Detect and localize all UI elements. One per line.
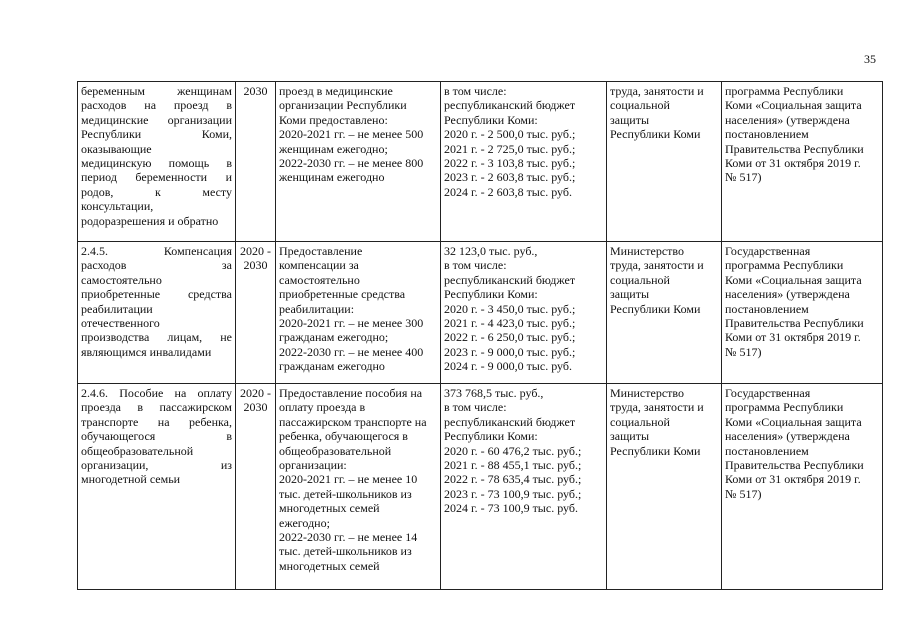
cell-line: Республики Коми bbox=[610, 127, 701, 142]
cell-line: населения» (утверждена bbox=[725, 287, 850, 302]
cell-line: 2.4.6. Пособие на оплату bbox=[81, 386, 232, 400]
cell-line: республиканский бюджет bbox=[444, 98, 576, 113]
cell-line: республиканский бюджет bbox=[444, 414, 576, 429]
cell-line: 2.4.5. Компенсация bbox=[81, 244, 232, 258]
cell-line: постановлением bbox=[725, 443, 809, 458]
cell-line: общеобразовательной bbox=[81, 443, 194, 458]
cell-line: гражданам ежегодно bbox=[279, 359, 385, 374]
cell-line: 2023 г. - 9 000,0 тыс. руб.; bbox=[444, 344, 576, 359]
cell-line: Правительства Республики bbox=[725, 458, 864, 473]
cell-line: приобретенные средства bbox=[279, 287, 406, 302]
cell-line: проезда в пассажирском bbox=[81, 400, 232, 415]
cell-line: родов, к месту bbox=[81, 184, 232, 199]
cell-line: труда, занятости и bbox=[610, 258, 704, 273]
cell-line: медицинские организации bbox=[81, 112, 232, 127]
cell-line: Министерство bbox=[610, 386, 684, 400]
cell-line: отечественного bbox=[81, 316, 160, 331]
table-row bbox=[78, 384, 883, 590]
measures-table bbox=[77, 81, 883, 590]
cell-line: обучающегося в bbox=[81, 429, 232, 444]
cell-line: оказывающие bbox=[81, 141, 152, 156]
cell-line: 2022-2030 гг. – не менее 400 bbox=[279, 344, 424, 359]
cell-line: расходов на проезд в bbox=[81, 98, 232, 113]
cell-line: 2020 г. - 3 450,0 тыс. руб.; bbox=[444, 301, 576, 316]
cell-line: 2020 - bbox=[240, 386, 271, 400]
program-cell bbox=[722, 242, 883, 384]
cell-line: Предоставление bbox=[279, 244, 363, 258]
funding-cell bbox=[441, 384, 607, 590]
cell-line: Правительства Республики bbox=[725, 316, 864, 331]
cell-line: Республики Коми bbox=[610, 301, 701, 316]
cell-line: организации Республики bbox=[279, 98, 407, 113]
cell-line: оплату проезда в bbox=[279, 400, 366, 415]
result-cell bbox=[276, 82, 441, 242]
cell-line: 2024 г. - 9 000,0 тыс. руб. bbox=[444, 359, 572, 374]
cell-line: общеобразовательной bbox=[279, 443, 392, 458]
cell-line: проезд в медицинские bbox=[279, 84, 393, 98]
cell-line: женщинам ежегодно; bbox=[279, 141, 388, 156]
cell-line: консультации, bbox=[81, 199, 154, 214]
cell-line: ежегодно; bbox=[279, 515, 330, 530]
cell-line: 2022 г. - 78 635,4 тыс. руб.; bbox=[444, 472, 582, 487]
cell-line: в том числе: bbox=[444, 400, 507, 415]
executor-cell bbox=[607, 82, 722, 242]
funding-cell bbox=[441, 242, 607, 384]
cell-line: населения» (утверждена bbox=[725, 429, 850, 444]
measure-cell bbox=[78, 384, 236, 590]
program-cell bbox=[722, 384, 883, 590]
cell-line: реабилитации: bbox=[279, 301, 355, 316]
cell-line: республиканский бюджет bbox=[444, 272, 576, 287]
cell-line: программа Республики bbox=[725, 84, 844, 98]
cell-line: расходов за bbox=[81, 258, 232, 273]
cell-line: родоразрешения и обратно bbox=[81, 213, 219, 228]
cell-line: пассажирском транспорте на bbox=[279, 414, 427, 429]
executor-cell bbox=[607, 242, 722, 384]
cell-line: производства лицам, не bbox=[81, 330, 232, 345]
cell-line: 2023 г. - 73 100,9 тыс. руб.; bbox=[444, 486, 582, 501]
cell-line: медицинскую помощь в bbox=[81, 156, 232, 171]
cell-line: многодетной семьи bbox=[81, 472, 181, 487]
cell-line: Коми «Социальная защита bbox=[725, 272, 862, 287]
cell-line: многодетных семей bbox=[279, 558, 380, 573]
cell-line: компенсации за bbox=[279, 258, 359, 273]
cell-line: 2022 г. - 6 250,0 тыс. руб.; bbox=[444, 330, 576, 345]
cell-line: № 517) bbox=[725, 486, 762, 501]
result-cell bbox=[276, 384, 441, 590]
cell-line: постановлением bbox=[725, 127, 809, 142]
cell-line: многодетных семей bbox=[279, 501, 380, 516]
cell-line: самостоятельно bbox=[279, 272, 360, 287]
cell-line: Коми от 31 октября 2019 г. bbox=[725, 472, 861, 487]
cell-line: 2020-2021 гг. – не менее 500 bbox=[279, 127, 424, 142]
years-cell bbox=[236, 242, 276, 384]
cell-line: программа Республики bbox=[725, 400, 844, 415]
cell-line: Правительства Республики bbox=[725, 141, 864, 156]
cell-line: Коми «Социальная защита bbox=[725, 414, 862, 429]
cell-line: Коми от 31 октября 2019 г. bbox=[725, 156, 861, 171]
cell-line: 2020 г. - 2 500,0 тыс. руб.; bbox=[444, 127, 576, 142]
cell-line: 373 768,5 тыс. руб., bbox=[444, 386, 544, 400]
cell-line: 2020-2021 гг. – не менее 10 bbox=[279, 472, 418, 487]
executor-cell bbox=[607, 384, 722, 590]
cell-line: социальной bbox=[610, 272, 670, 287]
cell-line: Республики Коми, bbox=[81, 127, 232, 142]
cell-line: 2030 bbox=[243, 400, 268, 415]
measure-cell bbox=[78, 82, 236, 242]
measure-cell bbox=[78, 242, 236, 384]
cell-line: 2021 г. - 88 455,1 тыс. руб.; bbox=[444, 458, 582, 473]
cell-line: ребенка, обучающегося в bbox=[279, 429, 408, 444]
cell-line: приобретенные средства bbox=[81, 287, 232, 302]
cell-line: Предоставление пособия на bbox=[279, 386, 423, 400]
cell-line: 2020-2021 гг. – не менее 300 bbox=[279, 316, 424, 331]
cell-line: 2023 г. - 2 603,8 тыс. руб.; bbox=[444, 170, 576, 185]
cell-line: Коми «Социальная защита bbox=[725, 98, 862, 113]
cell-line: Республики Коми: bbox=[444, 429, 538, 444]
cell-line: Коми от 31 октября 2019 г. bbox=[725, 330, 861, 345]
cell-line: период беременности и bbox=[81, 170, 232, 185]
cell-line: защиты bbox=[610, 112, 650, 127]
years-cell bbox=[236, 384, 276, 590]
funding-cell bbox=[441, 82, 607, 242]
result-cell bbox=[276, 242, 441, 384]
cell-line: 32 123,0 тыс. руб., bbox=[444, 244, 538, 258]
cell-line: социальной bbox=[610, 414, 670, 429]
cell-line: 2021 г. - 2 725,0 тыс. руб.; bbox=[444, 141, 576, 156]
cell-line: Коми предоставлено: bbox=[279, 112, 388, 127]
cell-line: в том числе: bbox=[444, 258, 507, 273]
cell-line: программа Республики bbox=[725, 258, 844, 273]
cell-line: Республики Коми: bbox=[444, 287, 538, 302]
cell-line: Республики Коми: bbox=[444, 112, 538, 127]
cell-line: № 517) bbox=[725, 344, 762, 359]
cell-line: труда, занятости и bbox=[610, 84, 704, 98]
cell-line: 2022 г. - 3 103,8 тыс. руб.; bbox=[444, 156, 576, 171]
cell-line: социальной bbox=[610, 98, 670, 113]
cell-line: самостоятельно bbox=[81, 272, 162, 287]
cell-line: № 517) bbox=[725, 170, 762, 185]
cell-line: 2020 г. - 60 476,2 тыс. руб.; bbox=[444, 443, 582, 458]
cell-line: защиты bbox=[610, 287, 650, 302]
cell-line: постановлением bbox=[725, 301, 809, 316]
cell-line: являющимся инвалидами bbox=[81, 344, 212, 359]
cell-line: в том числе: bbox=[444, 84, 507, 98]
cell-line: 2021 г. - 4 423,0 тыс. руб.; bbox=[444, 316, 576, 331]
cell-line: Государственная bbox=[725, 386, 811, 400]
cell-line: женщинам ежегодно bbox=[279, 170, 385, 185]
cell-line: 2022-2030 гг. – не менее 14 bbox=[279, 530, 418, 545]
cell-line: организации: bbox=[279, 458, 347, 473]
cell-line: 2024 г. - 73 100,9 тыс. руб. bbox=[444, 501, 578, 516]
cell-line: реабилитации bbox=[81, 301, 153, 316]
cell-line: Государственная bbox=[725, 244, 811, 258]
cell-line: 2020 - bbox=[240, 244, 271, 258]
program-cell bbox=[722, 82, 883, 242]
cell-line: 2030 bbox=[243, 84, 268, 98]
cell-line: организации, из bbox=[81, 458, 232, 473]
cell-line: тыс. детей-школьников из bbox=[279, 544, 412, 559]
cell-line: Министерство bbox=[610, 244, 684, 258]
years-cell bbox=[236, 82, 276, 242]
table-row bbox=[78, 242, 883, 384]
cell-line: тыс. детей-школьников из bbox=[279, 486, 412, 501]
cell-line: транспорте на ребенка, bbox=[81, 414, 232, 429]
page-number: 35 bbox=[864, 52, 876, 66]
cell-line: гражданам ежегодно; bbox=[279, 330, 389, 345]
cell-line: 2022-2030 гг. – не менее 800 bbox=[279, 156, 424, 171]
table-row bbox=[78, 82, 883, 242]
cell-line: Республики Коми bbox=[610, 443, 701, 458]
cell-line: 2030 bbox=[243, 258, 268, 273]
cell-line: населения» (утверждена bbox=[725, 112, 850, 127]
cell-line: беременным женщинам bbox=[81, 84, 232, 98]
cell-line: защиты bbox=[610, 429, 650, 444]
cell-line: труда, занятости и bbox=[610, 400, 704, 415]
cell-line: 2024 г. - 2 603,8 тыс. руб. bbox=[444, 184, 572, 199]
